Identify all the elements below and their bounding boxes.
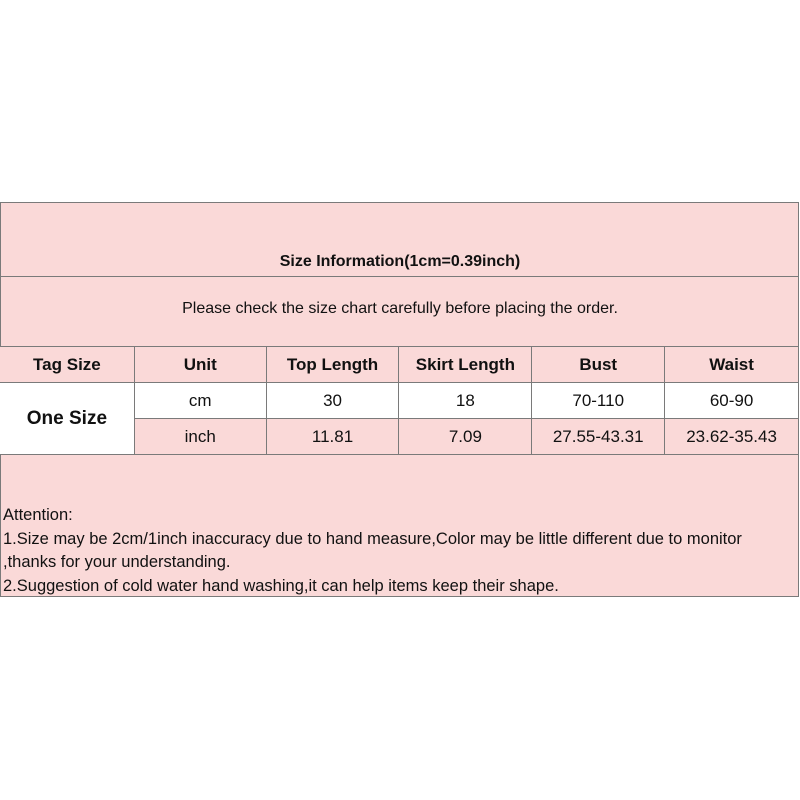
table-header-row bbox=[0, 347, 799, 383]
header-tag-size: Tag Size bbox=[0, 347, 134, 383]
header-bust: Bust bbox=[532, 347, 665, 383]
header-top-length: Top Length bbox=[266, 347, 399, 383]
skirt-length-cell: 7.09 bbox=[399, 419, 532, 455]
unit-cell: cm bbox=[134, 383, 266, 419]
waist-cell: 23.62-35.43 bbox=[665, 419, 799, 455]
bust-cell: 27.55-43.31 bbox=[532, 419, 665, 455]
waist-cell: 60-90 bbox=[665, 383, 799, 419]
tag-size-cell: One Size bbox=[0, 383, 134, 455]
skirt-length-cell: 18 bbox=[399, 383, 532, 419]
attention-heading: Attention: bbox=[3, 506, 73, 524]
header-skirt-length: Skirt Length bbox=[399, 347, 532, 383]
attention-line-2: 2.Suggestion of cold water hand washing,it can help items keep their shape. bbox=[3, 576, 559, 595]
attention-notes bbox=[3, 504, 793, 598]
size-table bbox=[0, 346, 799, 455]
header-waist: Waist bbox=[665, 347, 799, 383]
page-title: Size Information(1cm=0.39inch) bbox=[279, 253, 521, 270]
attention-line-1: 1.Size may be 2cm/1inch inaccuracy due to hand measure,Color may be little different due to monitor ,thanks for your understanding. bbox=[3, 529, 742, 571]
top-length-cell: 30 bbox=[266, 383, 399, 419]
top-length-cell: 11.81 bbox=[266, 419, 399, 455]
bust-cell: 70-110 bbox=[532, 383, 665, 419]
size-chart-note: Please check the size chart carefully before placing the order. bbox=[182, 300, 618, 317]
header-unit: Unit bbox=[134, 347, 266, 383]
unit-cell: inch bbox=[134, 419, 266, 455]
table-row bbox=[0, 383, 799, 419]
